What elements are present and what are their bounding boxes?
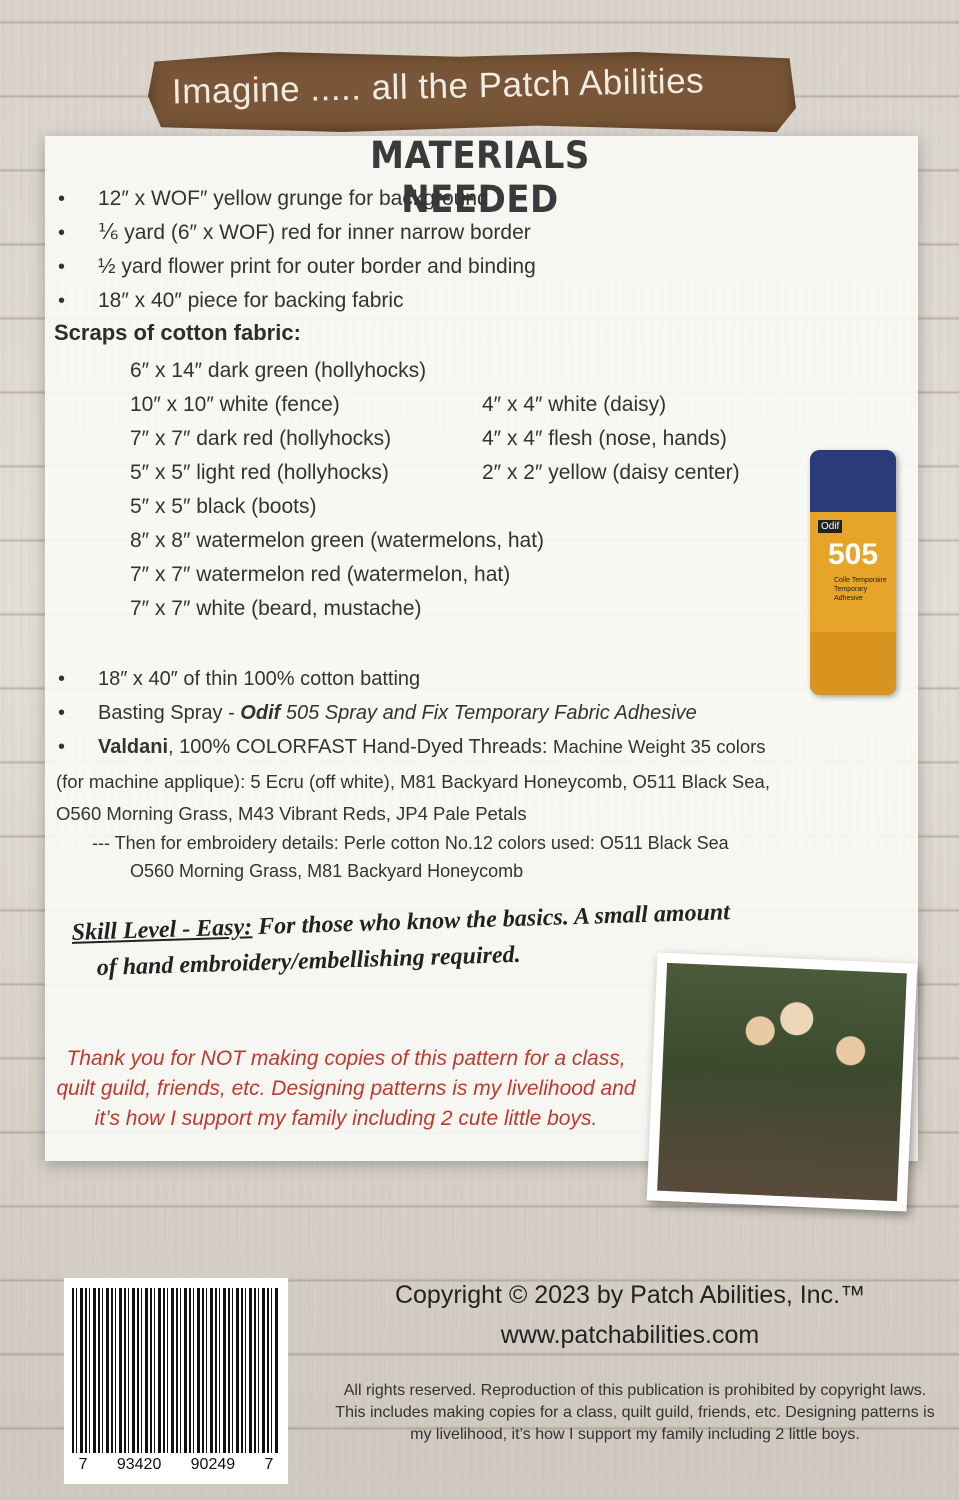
thread-line-2: (for machine applique): 5 Ecru (off white), M81 Backyard Honeycomb, O511 Black Sea, [56, 771, 770, 792]
scrap-row [130, 388, 810, 422]
scrap-row [130, 456, 810, 490]
basting-brand: Odif [240, 702, 281, 724]
thread-line: , 100% COLORFAST Hand-Dyed Threads: [168, 736, 554, 758]
barcode [64, 1278, 288, 1484]
list-item: • ½ yard flower print for outer border and binding [58, 250, 918, 284]
barcode-digit: 7 [264, 1456, 274, 1473]
scrap-item: 4″ x 4″ flesh (nose, hands) [482, 427, 727, 450]
scrap-item: 7″ x 7″ watermelon red (watermelon, hat) [130, 563, 511, 586]
scrap-item: 8″ x 8″ watermelon green (watermelons, hat) [130, 529, 545, 552]
scrap-item: 4″ x 4″ white (daisy) [482, 393, 667, 416]
embroidery-details [58, 829, 938, 885]
rights-notice: All rights reserved. Reproduction of this publication is prohibited by copyright laws. This includes making copies for a class, quilt guild, friends, etc. Designing patterns is my livelihood, it’s how I support my family including 2 little boys. [335, 1382, 935, 1443]
thread-brand: Valdani [98, 736, 169, 758]
scrap-row [130, 490, 810, 524]
list-item: • 18″ x 40″ of thin 100% cotton batting [58, 662, 938, 696]
skill-text-1: For those who know the basics. A small amount [251, 899, 731, 941]
embroidery-line-1: --- Then for embroidery details: Perle cotton No.12 colors used: O511 Black Sea [92, 833, 729, 853]
scraps-title: Scraps of cotton fabric: [54, 320, 301, 345]
spray-can-label-text: Colle Temporaire Temporary Adhesive [834, 577, 887, 602]
barcode-bars [72, 1288, 280, 1453]
scrap-row [130, 422, 810, 456]
barcode-digit: 93420 [116, 1456, 162, 1473]
scrap-item: 5″ x 5″ light red (hollyhocks) [130, 461, 389, 484]
list-item [58, 730, 938, 764]
spray-can-number: 505 [828, 538, 879, 571]
thank-you-note: Thank you for NOT making copies of this pattern for a class, quilt guild, friends, etc. Designing patterns is my livelihood and it’s how I support my family including 2 cute little boys. [56, 1047, 636, 1130]
copyright-block [340, 1275, 920, 1355]
scrap-item: 5″ x 5″ black (boots) [130, 495, 317, 518]
list-item [58, 696, 938, 730]
supplies-list [58, 662, 938, 885]
scrap-row [130, 354, 810, 388]
list-item: • 18″ x 40″ piece for backing fabric [58, 284, 918, 318]
family-photo-image [657, 963, 907, 1201]
spray-can-cap [810, 450, 896, 520]
scrap-item: 6″ x 14″ dark green (hollyhocks) [130, 359, 427, 382]
materials-heading: MATERIALS NEEDED [370, 134, 590, 222]
barcode-digit: 7 [78, 1456, 88, 1473]
basting-product: 505 Spray and Fix Temporary Fabric Adhesive [280, 702, 697, 724]
banner-title: Imagine ..... all the Patch Abilities [171, 61, 705, 112]
spray-can-brand: Odif [818, 520, 842, 533]
materials-list [58, 182, 918, 318]
scraps-list [130, 354, 810, 626]
list-item: • 12″ x WOF″ yellow grunge for background [58, 182, 918, 216]
skill-label: Skill Level - Easy: [71, 914, 253, 946]
spray-can-image [810, 450, 896, 695]
skill-text-2: of hand embroidery/embellishing required. [96, 941, 521, 982]
thread-line-3: O560 Morning Grass, M43 Vibrant Reds, JP4 Pale Petals [56, 803, 527, 824]
barcode-digit: 90249 [190, 1456, 236, 1473]
copyright-text: Copyright © 2023 by Patch Abilities, Inc.™ [394, 1281, 866, 1309]
scrap-item: 2″ x 2″ yellow (daisy center) [482, 461, 740, 484]
embroidery-line-2: O560 Morning Grass, M81 Backyard Honeycomb [130, 861, 524, 881]
scrap-item: 10″ x 10″ white (fence) [130, 393, 340, 416]
website-link[interactable]: www.patchabilities.com [500, 1321, 760, 1349]
scrap-row [130, 558, 810, 592]
scrap-row [130, 592, 810, 626]
thread-weight: Machine Weight 35 colors [553, 736, 766, 757]
scrap-row [130, 524, 810, 558]
barcode-digits [64, 1456, 288, 1474]
family-photo [647, 952, 918, 1211]
scrap-item: 7″ x 7″ white (beard, mustache) [130, 597, 422, 620]
scrap-item: 7″ x 7″ dark red (hollyhocks) [130, 427, 392, 450]
list-item: • ⅙ yard (6″ x WOF) red for inner narrow border [58, 216, 918, 250]
basting-prefix: Basting Spray - [98, 702, 241, 724]
